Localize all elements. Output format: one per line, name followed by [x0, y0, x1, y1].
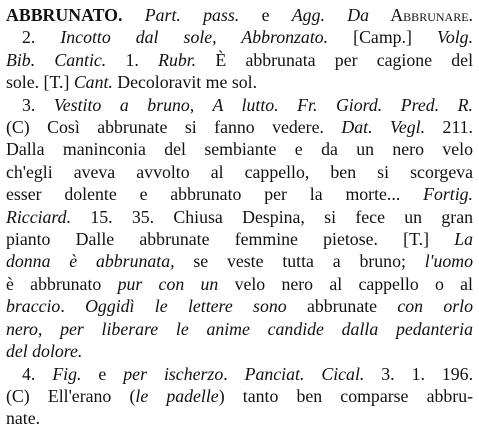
italic-text: pur con un	[117, 273, 219, 294]
text-line	[6, 183, 473, 205]
text-line	[6, 250, 473, 272]
italic-text: Da	[347, 5, 369, 25]
headword: ABBRUNATO.	[6, 5, 123, 25]
text-run: Decoloravit me sol.	[112, 72, 258, 93]
text-line	[6, 295, 473, 317]
italic-text: per ischerzo	[123, 363, 224, 384]
italic-text: del dolore.	[6, 341, 83, 362]
text-line	[6, 4, 473, 26]
text-run: se veste tutta a bruno;	[174, 251, 425, 272]
dictionary-entry-abbrunato	[6, 4, 473, 430]
text-run: .	[60, 296, 86, 317]
text-line	[6, 161, 473, 183]
text-line	[6, 273, 473, 295]
text-run: (C) Ell'erano (	[6, 385, 136, 406]
italic-text: Fig.	[52, 363, 82, 384]
italic-text: Rubr.	[158, 49, 197, 70]
text-run: abbrunate	[286, 296, 398, 317]
italic-text: nero, per liberare le anime candide dalla pedanteria	[6, 318, 473, 339]
text-run: e	[81, 363, 124, 384]
text-line	[6, 71, 473, 93]
text-run: sole. [T.]	[6, 72, 74, 93]
text-run: [Camp.]	[328, 27, 437, 48]
italic-text: donna è abbrunata,	[6, 251, 175, 272]
text-line	[6, 116, 473, 138]
text-line	[6, 206, 473, 228]
italic-text: Ricciard.	[6, 206, 72, 227]
text-line	[6, 340, 473, 362]
italic-text: Incotto dal sole, Abbronzato.	[60, 27, 329, 48]
italic-text: Part. pass.	[144, 5, 240, 25]
text-line	[6, 385, 473, 407]
text-run: Dalla maninconia del sembiante e da un nero velo	[6, 139, 473, 160]
italic-text: Fortig.	[423, 184, 473, 205]
text-run: 211.	[425, 117, 473, 138]
text-run: 1.	[106, 49, 159, 70]
italic-text: La	[454, 229, 473, 250]
italic-text: l'uomo	[424, 251, 473, 272]
italic-text: Bib. Cantic.	[6, 49, 107, 70]
italic-text: braccio	[6, 296, 61, 317]
text-run	[122, 5, 144, 25]
text-run: è abbrunato	[6, 273, 118, 294]
text-line	[6, 94, 473, 116]
text-run: 4.	[22, 363, 53, 384]
italic-text: Oggidì le lettere sono	[85, 296, 287, 317]
cross-reference: Abbrunare.	[368, 5, 473, 25]
italic-text: Vestito a bruno, A lutto. Fr. Giord. Pred. R.	[53, 94, 473, 115]
text-run: ch'egli aveva avvolto al cappello, ben si scorgeva	[6, 161, 473, 182]
text-run: esser dolente e abbrunato per la morte...	[6, 184, 424, 205]
text-run: ) tanto ben comparse abbru-	[218, 385, 473, 406]
italic-text: le padelle	[135, 385, 219, 406]
text-line	[6, 318, 473, 340]
italic-text: Dat. Vegl.	[341, 117, 426, 138]
text-line	[6, 363, 473, 385]
text-line	[6, 407, 473, 429]
text-run: (C) Così abbrunate si fanno vedere.	[6, 117, 342, 138]
text-line	[6, 49, 473, 71]
text-line	[6, 228, 473, 250]
text-run: 15. 35. Chiusa Despina, si fece un gran	[71, 206, 473, 227]
text-run: È abbrunata per cagione del	[196, 49, 473, 70]
text-run: 3.	[22, 94, 54, 115]
text-line	[6, 26, 473, 48]
text-run: velo nero al cappello o al	[218, 273, 473, 294]
italic-text: Panciat. Cical.	[244, 363, 365, 384]
text-run: e	[239, 5, 292, 25]
text-run: nate.	[6, 408, 41, 429]
text-run: 2.	[22, 27, 61, 48]
italic-text: Cant.	[73, 72, 113, 93]
text-line	[6, 138, 473, 160]
text-run	[325, 5, 347, 25]
text-run: .	[223, 363, 245, 384]
italic-text: con orlo	[397, 296, 473, 317]
italic-text: Agg.	[291, 5, 325, 25]
italic-text: Volg.	[436, 27, 473, 48]
text-run: pianto Dalle abbrunate femmine pietose. [T.]	[6, 229, 455, 250]
text-run: 3. 1. 196.	[364, 363, 473, 384]
